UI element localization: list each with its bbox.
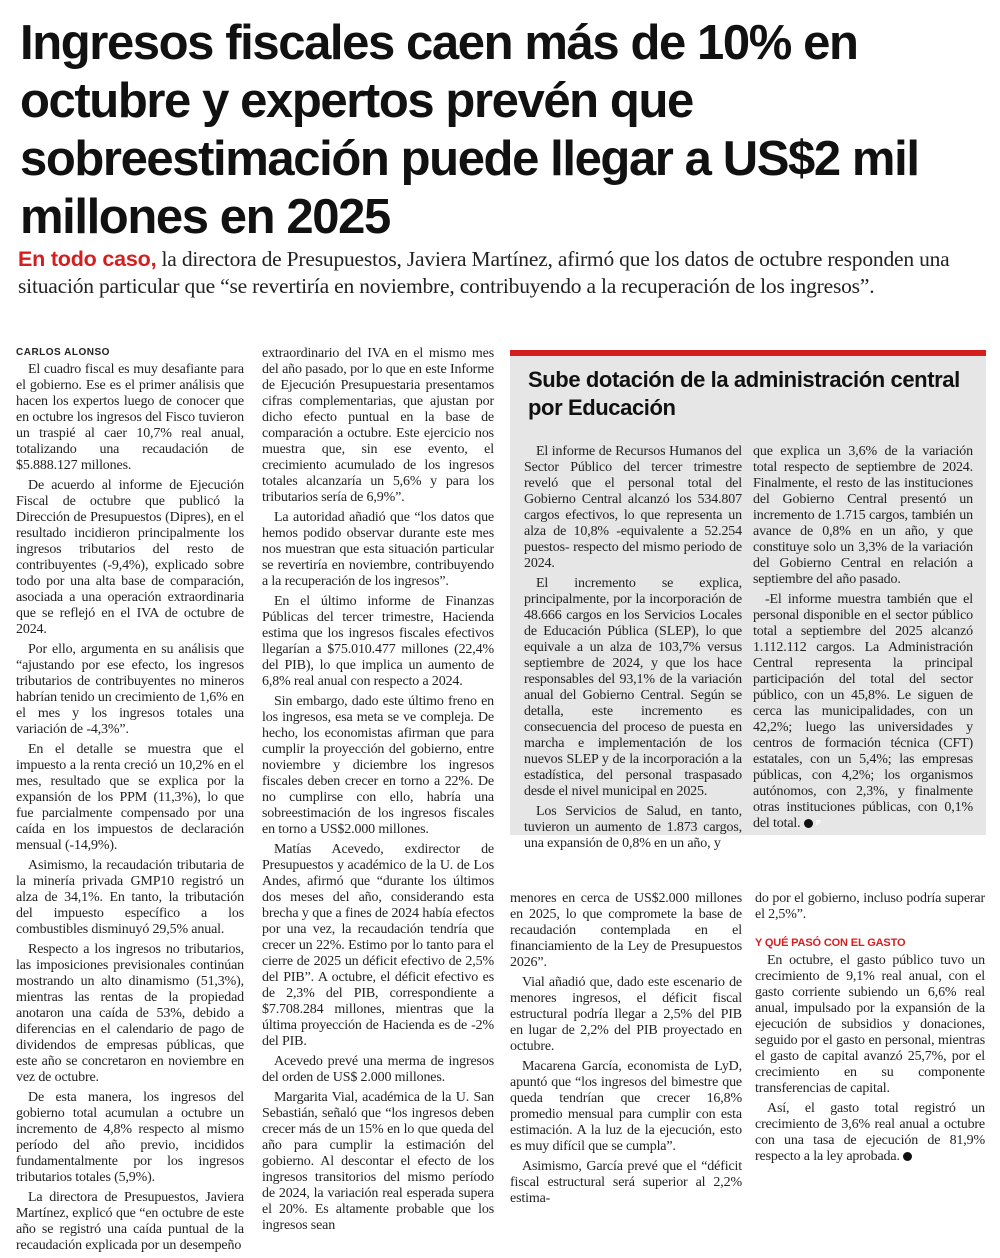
section-heading: Y QUÉ PASÓ CON EL GASTO [755, 937, 906, 949]
article-column-3 [510, 891, 742, 1211]
paragraph: Macarena García, economista de LyD, apuntó que “los ingresos del bimestre que queda tendrían que crecer 16,8% promedio mensual para cumplir con esta estimación. A la luz de la ejecución, esto es muy difícil que se cumpla”. [510, 1059, 742, 1154]
paragraph: que explica un 3,6% de la variación total respecto de septiembre de 2024. Finalmente, el resto de las instituciones del Gobierno Central presentó un incremento de 1.715 cargos, también un avance de 0,8% en un año, y que constituye solo un 3,3% de la variación del Gobierno Central en relación a septiembre del año pasado. [753, 444, 973, 587]
byline: CARLOS ALONSO [16, 347, 110, 358]
paragraph: De esta manera, los ingresos del gobierno total acumulan a octubre un incremento de 4,8% respecto al mismo período del año previo, incididos fundamentalmente por los ingresos tributarios totales (5,9%). [16, 1090, 244, 1185]
article-column-4 [755, 891, 985, 1169]
paragraph: Los Servicios de Salud, en tanto, tuvieron un aumento de 1.873 cargos, una expansión de 0,8% en un año, y [524, 804, 742, 851]
paragraph: Matías Acevedo, exdirector de Presupuestos y académico de la U. de Los Andes, afirmó que “durante los últimos dos meses del año, considerando esta brecha y que a fines de 2024 había efectos por una vez, la recaudación tendría que crecer un 22%. Estimo por lo tanto para el cierre de 2025 un déficit efectivo de 2,5% del PIB”. A octubre, el déficit efectivo es de 2,3% del PIB, correspondiente a $7.708.284 millones, mientras que la última proyección de Hacienda es de -2% del PIB. [262, 842, 494, 1049]
end-mark-icon: P [903, 1152, 912, 1161]
paragraph [753, 592, 973, 832]
paragraph: Margarita Vial, académica de la U. San Sebastián, señaló que “los ingresos deben crecer más de un 15% en lo que queda del año para cumplir la estimación del gobierno. Al descontar el efecto de los ingresos transitorios del mismo período de 2024, la variación real esperada supera el 20%. Es altamente probable que los ingresos sean [262, 1090, 494, 1233]
article-column-1 [16, 346, 244, 1258]
paragraph: De acuerdo al informe de Ejecución Fiscal de octubre que publicó la Dirección de Presupuestos (Dipres), en el resultado incidieron principalmente los ingresos tributarios del resto de contribuyentes (-9,4%), explicado sobre todo por una alta base de comparación, asociada a una operación extraordinaria que se reflejó en el IVA de octubre de 2024. [16, 478, 244, 637]
sidebar-box [510, 350, 986, 851]
subheadline [18, 246, 988, 300]
paragraph: menores en cerca de US$2.000 millones en 2025, lo que compromete la base de recaudación contemplada en el financiamiento de la Ley de Presupuestos 2026”. [510, 891, 742, 970]
headline: Ingresos fiscales caen más de 10% en octubre y expertos prevén que sobreestimación puede llegar a US$2 mil millones en 2025 [20, 16, 919, 244]
subhead-text: la directora de Presupuestos, Javiera Martínez, afirmó que los datos de octubre responden una situación particular que “se revertiría en noviembre, contribuyendo a la recuperación de los ingresos”. [18, 247, 950, 298]
box-column-2 [753, 444, 973, 836]
paragraph: do por el gobierno, incluso podría superar el 2,5%”. [755, 891, 985, 922]
paragraph: Vial añadió que, dado este escenario de menores ingresos, el déficit fiscal estructural podría llegar a 2,5% del PIB en lugar de 2,2% del PIB proyectado en octubre. [510, 975, 742, 1054]
paragraph: En octubre, el gasto público tuvo un crecimiento de 9,1% real anual, con el gasto corriente subiendo un 6,6% real anual, impulsado por la expansión de la ejecución de subsidios y donaciones, seguido por el gasto en personal, mientras el gasto de capital avanzó 25,7%, por el crecimiento en su componente transferencias de capital. [755, 953, 985, 1096]
paragraph: Respecto a los ingresos no tributarios, las imposiciones previsionales continúan mostrando un alto dinamismo (51,3%), mientras las rentas de la propiedad anotaron una caída de 53%, debido a diferencias en el calendario de pago de dividendos de empresas públicas, que este año se concretaron en noviembre en vez de octubre. [16, 942, 244, 1085]
paragraph: El cuadro fiscal es muy desafiante para el gobierno. Ese es el primer análisis que hacen los expertos luego de conocer que en octubre los ingresos del Fisco tuvieron un traspié al caer 10,7% real anual, totalizando una recaudación de $5.888.127 millones. [16, 362, 244, 473]
paragraph: extraordinario del IVA en el mismo mes del año pasado, por lo que en este Informe de Ejecución Presupuestaria presentamos cifras complementarias, que ajustan por dicho efecto puntual en la base de comparación a octubre. Este ejercicio nos muestra que, sin ese evento, el crecimiento acumulado de los ingresos totales alcanzaría un 5,6% y para los tributarios sería de 6,9%”. [262, 346, 494, 505]
box-accent-bar [510, 350, 986, 356]
paragraph: La directora de Presupuestos, Javiera Martínez, explicó que “en octubre de este año se registró una caída puntual de la recaudación explicada por un desempeño [16, 1190, 244, 1253]
paragraph [755, 1101, 985, 1165]
paragraph: Sin embargo, dado este último freno en los ingresos, esa meta se ve compleja. De hecho, los economistas afirman que para cumplir la proyección del gobierno, entre noviembre y diciembre los ingresos fiscales deben crecer en torno a 22%. De no cumplirse con ello, habría una sobreestimación de los ingresos fiscales en torno a US$2.000 millones. [262, 694, 494, 837]
paragraph: Asimismo, García prevé que el “déficit fiscal estructural será superior al 2,2% estima- [510, 1159, 742, 1206]
box-column-1 [524, 444, 742, 856]
paragraph: Por ello, argumenta en su análisis que “ajustando por ese efecto, los ingresos tributarios de contribuyentes no mineros habrían tenido un crecimiento de 1,6% en el mes y los ingresos totales una variación de -4,3%”. [16, 642, 244, 737]
paragraph: El incremento se explica, principalmente, por la incorporación de 48.666 cargos en los Servicios Locales de Educación Pública (SLEP), lo que equivale a un alza de 103,7% versus septiembre de 2024, y que los hace responsables del 93,1% de la variación anual del Gobierno Central. Según se detalla, este incremento es consecuencia del proceso de puesta en marcha e implementación de los nuevos SLEP y de la incorporación a la estadística, del personal traspasado desde el nivel municipal en 2025. [524, 576, 742, 799]
paragraph: Asimismo, la recaudación tributaria de la minería privada GMP10 registró un alza de 34,1%. En tanto, la tributación del impuesto específico a los combustibles disminuyó 29,5% anual. [16, 858, 244, 937]
end-mark-icon: P [804, 819, 813, 828]
paragraph: La autoridad añadió que “los datos que hemos podido observar durante este mes nos muestran que esta situación particular se revertiría en noviembre, contribuyendo a la recuperación de los ingresos”. [262, 510, 494, 589]
paragraph: Acevedo prevé una merma de ingresos del orden de US$ 2.000 millones. [262, 1054, 494, 1085]
paragraph: En el detalle se muestra que el impuesto a la renta creció un 10,2% en el mes, resultado que se explica por la expansión de los PPM (11,3%), lo que fue parcialmente compensado por una caída en los impuestos de declaración mensual (-14,9%). [16, 742, 244, 853]
paragraph-text: -El informe muestra también que el personal disponible en el sector público total a septiembre del 2025 alcanzó 1.112.112 cargos. La Administración Central representa la principal participación del total del sector público, con un 45,8%. Le siguen de cerca las municipalidades, con un 42,2%; luego las universidades y centros de formación técnica (CFT) estatales, con un 5,4%; las empresas públicas, con 4,2%; los organismos autónomos, con 2,3%, y finalmente otras instituciones públicas, con 0,1% del total. [753, 592, 973, 831]
subhead-lead: En todo caso, [18, 247, 157, 271]
article-column-2 [262, 346, 494, 1238]
paragraph: El informe de Recursos Humanos del Sector Público del tercer trimestre reveló que el personal total del Gobierno Central alcanzó los 534.807 cargos efectivos, lo que representa un alza de 10,8% -equivalente a 52.254 puestos- respecto del mismo periodo de 2024. [524, 444, 742, 571]
paragraph-text: Así, el gasto total registró un crecimiento de 3,6% real anual a octubre con una tasa de ejecución de 81,9% respecto a la ley aprobada. [755, 1101, 985, 1164]
paragraph: En el último informe de Finanzas Públicas del tercer trimestre, Hacienda estima que los ingresos fiscales efectivos llegarían a $75.010.477 millones (22,4% del PIB), lo que implica un aumento de 6,8% real anual con respecto a 2024. [262, 594, 494, 689]
box-title: Sube dotación de la administración central por Educación [528, 367, 960, 420]
